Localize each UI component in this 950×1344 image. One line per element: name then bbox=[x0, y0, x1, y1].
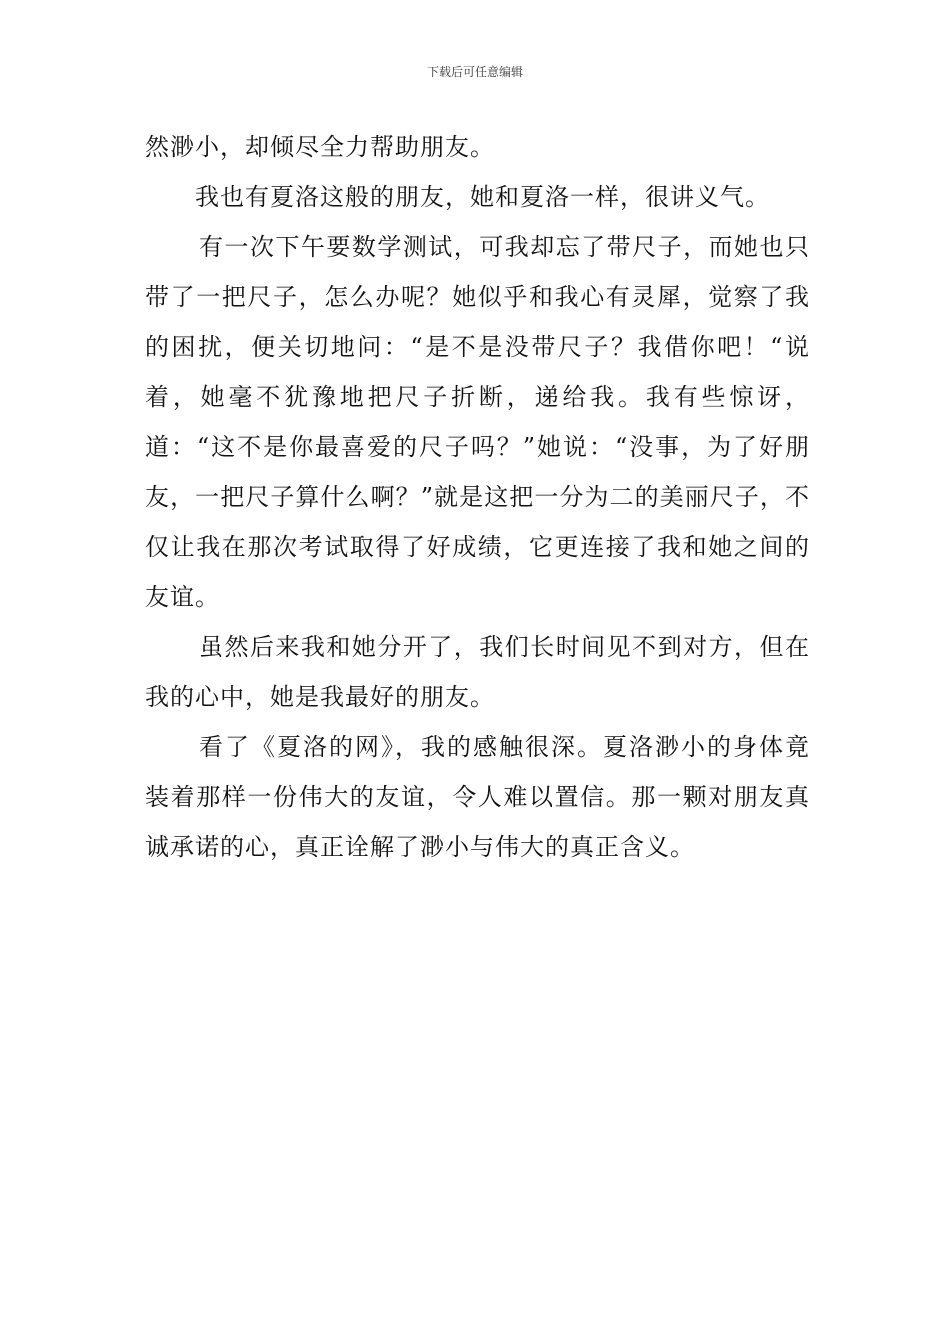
document-body bbox=[145, 122, 810, 872]
paragraph: 有一次下午要数学测试，可我却忘了带尺子，而她也只带了一把尺子，怎么办呢？她似乎和我心有灵犀，觉察了我的困扰，便关切地问：“是不是没带尺子？我借你吧！“说着，她毫不犹豫地把尺子折断，递给我。我有些惊讶，道：“这不是你最喜爱的尺子吗？”她说：“没事，为了好朋友，一把尺子算什么啊？”就是这把一分为二的美丽尺子，不仅让我在那次考试取得了好成绩，它更连接了我和她之间的友谊。 bbox=[145, 233, 810, 611]
paragraph-continuation: 然渺小，却倾尽全力帮助朋友。 bbox=[145, 133, 495, 161]
paragraph: 虽然后来我和她分开了，我们长时间见不到对方，但在我的心中，她是我最好的朋友。 bbox=[145, 633, 810, 711]
paragraph: 看了《夏洛的网》，我的感触很深。夏洛渺小的身体竟装着那样一份伟大的友谊，令人难以置信。那一颗对朋友真诚承诺的心，真正诠解了渺小与伟大的真正含义。 bbox=[145, 733, 810, 861]
paragraph: 我也有夏洛这般的朋友，她和夏洛一样，很讲义气。 bbox=[195, 183, 770, 211]
page-header: 下载后可任意编辑 bbox=[426, 65, 523, 79]
